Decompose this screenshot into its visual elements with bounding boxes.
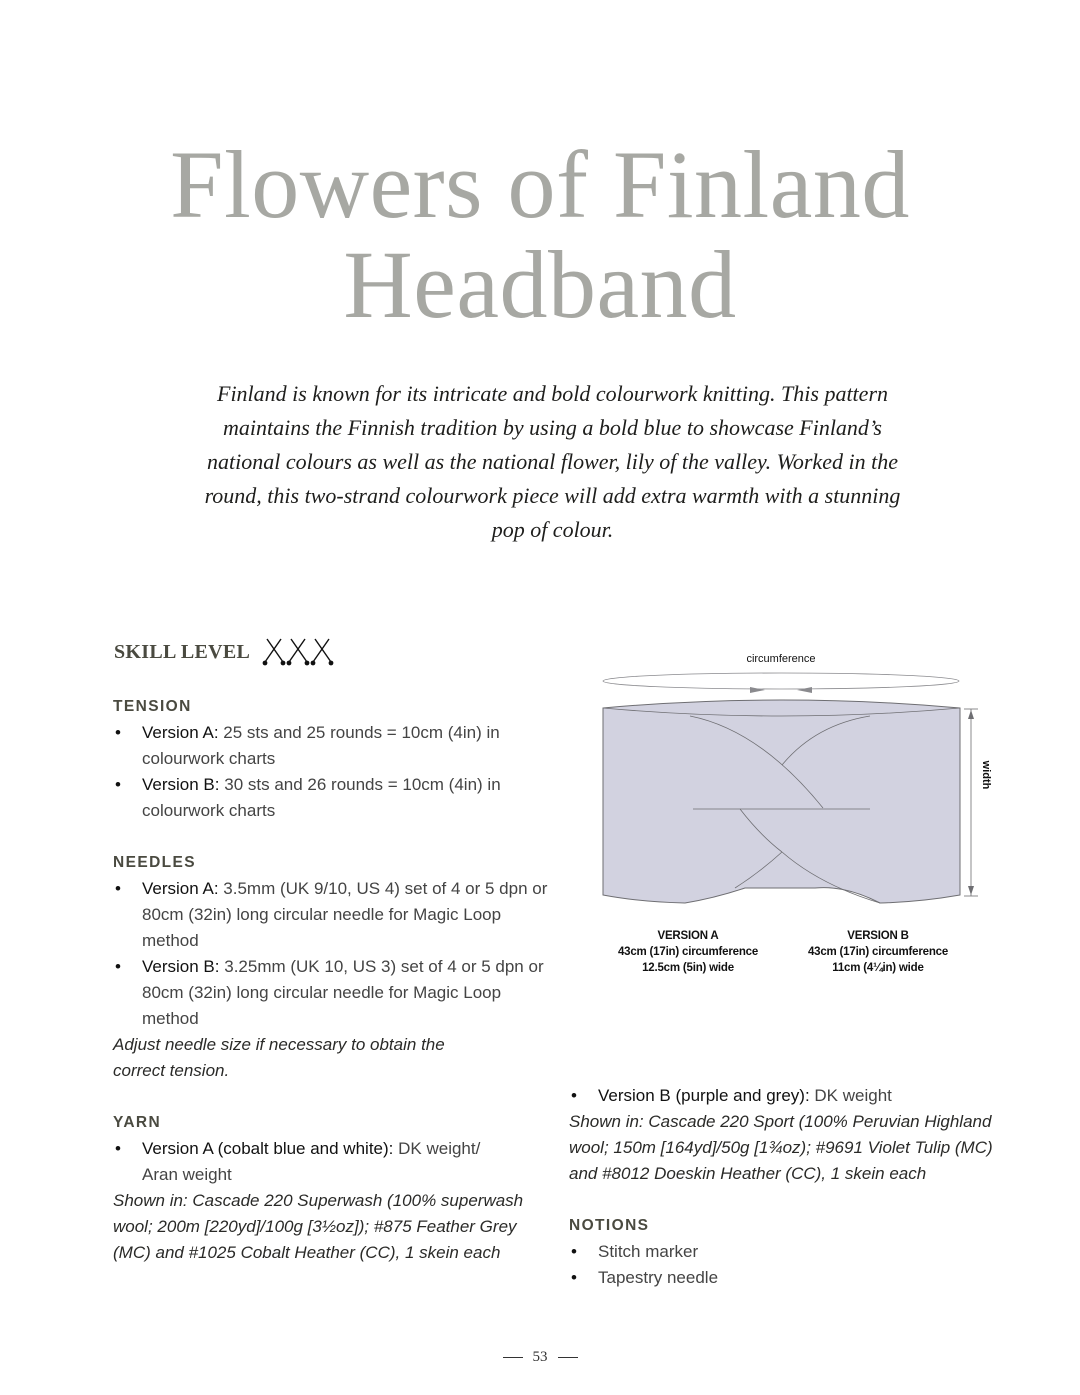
yarn-list-b: [569, 1083, 1009, 1109]
version-a-title: VERSION A: [657, 930, 719, 942]
title-line-2: Headband: [343, 231, 737, 338]
arrow-down-icon: [968, 886, 974, 895]
right-column: [569, 1083, 1009, 1317]
page-number-text: 53: [532, 1349, 548, 1365]
yarn-section: [113, 1110, 553, 1266]
yarn-item-version-a: [113, 1136, 512, 1188]
tension-section: [113, 694, 553, 824]
tension-item-text: 30 sts and 26 rounds = 10cm (4in) in colourwork charts: [142, 775, 501, 820]
tension-item: [113, 772, 553, 824]
version-a-circumference: 43cm (17in) circumference: [617, 946, 759, 958]
skill-level-rating: [262, 636, 336, 668]
needles-item-text: 3.25mm (UK 10, US 3) set of 4 or 5 dpn or 80cm (32in) long circular needle for Magic Loop method: [142, 957, 544, 1028]
yarn-item-text: DK weight: [814, 1086, 892, 1105]
page-number: [0, 1349, 1080, 1366]
version-b-width: 11cm (4¼in) wide: [832, 962, 924, 974]
needles-section: [113, 850, 553, 1084]
arrow-left-icon: [797, 687, 812, 693]
yarn-version-b: [569, 1083, 1009, 1187]
yarn-item-version-b: [569, 1083, 1009, 1109]
dash-divider: [558, 1357, 578, 1358]
needles-note: Adjust needle size if necessary to obtain the correct tension.: [113, 1035, 445, 1080]
knitting-needles-icons: [262, 636, 336, 668]
intro-paragraph: Finland is known for its intricate and bold colourwork knitting. This pattern maintains the Finnish tradition by using a bold blue to showcase Finland’s national colours as well as the national flower, lily of the valley. Worked in the round, this two-strand colourwork piece will add extra warmth with a stunning pop of colour.: [204, 381, 901, 542]
needles-heading: NEEDLES: [113, 854, 197, 871]
dash-divider: [503, 1357, 523, 1358]
circumference-label: circumference: [746, 653, 816, 665]
skill-level-label: SKILL LEVEL: [114, 640, 251, 663]
yarn-item-label: Version A (cobalt blue and white):: [142, 1139, 394, 1158]
needles-list: [113, 876, 553, 1032]
yarn-list: [113, 1136, 553, 1188]
arrow-up-icon: [968, 710, 974, 719]
yarn-version-a-shown-in: Shown in: Cascade 220 Superwash (100% superwash wool; 200m [220yd]/100g [3½oz]); #875 Feather Grey (MC) and #1025 Cobalt Heather (CC), 1 skein each: [113, 1191, 524, 1262]
tension-heading: TENSION: [113, 698, 192, 715]
needles-item: [113, 954, 553, 1032]
crossed-knitting-needles-icon: [263, 639, 286, 665]
notions-item: • Stitch marker: [569, 1239, 1009, 1265]
yarn-item-label: Version B (purple and grey):: [598, 1086, 810, 1105]
crossed-knitting-needles-icon: [311, 639, 334, 665]
circumference-ring: [603, 673, 959, 689]
tension-item-label: Version B:: [142, 775, 220, 794]
crossed-knitting-needles-icon: [287, 639, 310, 665]
headband-illustration: [590, 640, 1010, 920]
skill-level: [114, 636, 336, 668]
needles-item-label: Version B:: [142, 957, 220, 976]
left-column: [113, 694, 553, 1292]
page-title: [0, 131, 1080, 338]
version-b-circumference: 43cm (17in) circumference: [807, 946, 949, 958]
version-b-title: VERSION B: [847, 930, 909, 942]
tension-item-label: Version A:: [142, 723, 219, 742]
needles-item-label: Version A:: [142, 879, 219, 898]
version-b-dimensions: [798, 928, 958, 976]
arrow-right-icon: [750, 687, 765, 693]
yarn-item-text: DK weight/ Aran weight: [142, 1139, 481, 1184]
needles-item-text: 3.5mm (UK 9/10, US 4) set of 4 or 5 dpn or 80cm (32in) long circular needle for Magic Loop method: [142, 879, 548, 950]
version-a-dimensions: [608, 928, 768, 976]
notions-section: [569, 1213, 1009, 1291]
yarn-version-b-shown-in: Shown in: Cascade 220 Sport (100% Peruvian Highland wool; 150m [164yd]/50g [1¾oz); #9691 Violet Tulip (MC) and #8012 Doeskin Heather (CC), 1 skein each: [569, 1112, 993, 1183]
title-line-1: Flowers of Finland: [170, 131, 910, 238]
tension-item-text: 25 sts and 25 rounds = 10cm (4in) in colourwork charts: [142, 723, 500, 768]
yarn-heading: YARN: [113, 1114, 162, 1131]
notions-list: [569, 1239, 1009, 1291]
version-a-width: 12.5cm (5in) wide: [642, 962, 734, 974]
width-label: width: [980, 760, 992, 790]
tension-list: [113, 720, 553, 824]
notions-item: • Tapestry needle: [569, 1265, 1009, 1291]
tension-item: [113, 720, 553, 772]
notions-heading: NOTIONS: [569, 1217, 650, 1234]
needles-item: [113, 876, 553, 954]
headband-shape: [603, 700, 960, 903]
